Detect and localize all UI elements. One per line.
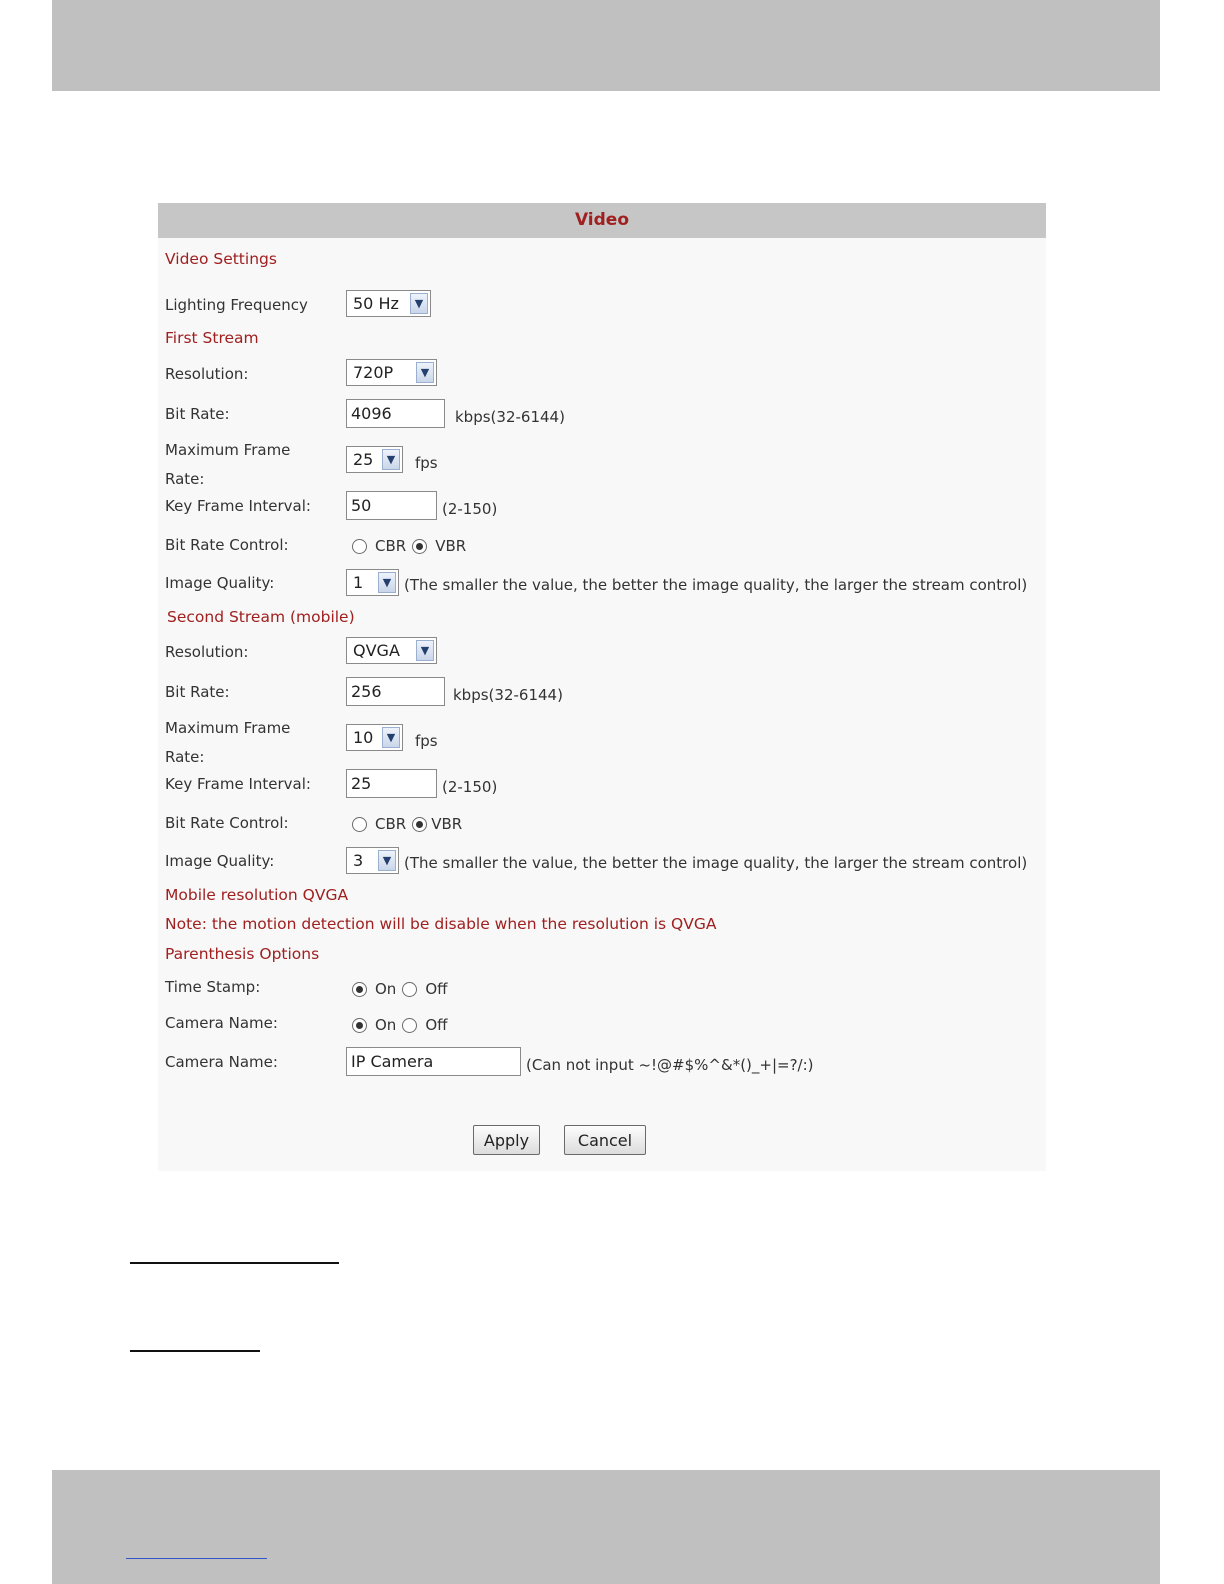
first-bit-rate-hint: kbps(32-6144) [455,407,565,426]
first-fps-unit: fps [415,453,438,472]
first-image-quality-hint: (The smaller the value, the better the image quality, the larger the stream control) [404,575,1028,594]
camera-name-off-radio[interactable] [402,1018,417,1033]
video-settings-heading: Video Settings [165,250,277,268]
second-resolution-select[interactable]: QVGA ▼ [346,637,437,664]
camera-name-on-radio[interactable] [352,1018,367,1033]
first-bit-rate-control-label: Bit Rate Control: [165,536,289,554]
second-image-quality-select[interactable]: 3 ▼ [346,847,399,874]
lighting-frequency-label: Lighting Frequency [165,296,308,314]
first-image-quality-select[interactable]: 1 ▼ [346,569,399,596]
apply-button[interactable]: Apply [473,1125,540,1155]
camera-name-toggle-label: Camera Name: [165,1014,278,1032]
first-cbr-radio[interactable] [352,539,367,554]
second-bit-rate-input[interactable]: 256 [346,677,445,706]
second-bit-rate-label: Bit Rate: [165,683,230,701]
time-stamp-off-radio[interactable] [402,982,417,997]
second-image-quality-label: Image Quality: [165,852,275,870]
first-resolution-label: Resolution: [165,365,249,383]
first-key-frame-hint: (2-150) [442,499,498,518]
first-max-frame-rate-select[interactable]: 25 ▼ [346,446,403,473]
mobile-resolution-note: Mobile resolution QVGA [165,886,349,904]
first-max-frame-rate-label: Maximum Frame Rate: [165,441,291,488]
second-image-quality-hint: (The smaller the value, the better the image quality, the larger the stream control) [404,853,1028,872]
second-fps-unit: fps [415,731,438,750]
footer-link-underline [126,1558,267,1559]
second-cbr-radio[interactable] [352,817,367,832]
second-max-frame-rate-select[interactable]: 10 ▼ [346,724,403,751]
first-vbr-radio[interactable] [412,539,427,554]
video-settings-panel: Video Video Settings Lighting Frequency 50 Hz ▼ First Stream Resolution: 720P ▼ Bit Rate: 4096 kbps(32-6144) Maximum Frame Rate: 25 ▼ fps Key Frame Interval: 50 (2-150) Bit Rate Control: CBR VBR Image Quality: 1 ▼ (The smaller the value, the better the image quality, the larger the stream control) Second Stream (mobile) Resolution: QVGA ▼ Bit Rate: 256 kbps(32-6144) Maximum Frame Rate: 10 ▼ fps Key Frame Interval: 25 (2-150) Bit Rate Control: CBR VBR Image Quality: 3 ▼ (The smaller the value, the better the image quality, the larger the stream control) Mobile resolution QVGA Note: the motion detection will be disable when the resolution is QVGA Parenthesis Options Time Stamp: On Off Camera Name: On Off Camera Name: IP Camera (Can not input ~!@#$%^&*()_+|=?/:) Apply Cancel [158,203,1046,1171]
parenthesis-options-heading: Parenthesis Options [165,945,320,963]
bottom-band [52,1470,1160,1584]
time-stamp-label: Time Stamp: [165,978,261,996]
lighting-frequency-select[interactable]: 50 Hz ▼ [346,290,431,317]
chevron-down-icon: ▼ [378,850,396,871]
second-stream-heading: Second Stream (mobile) [167,608,355,626]
first-bit-rate-label: Bit Rate: [165,405,230,423]
second-resolution-label: Resolution: [165,643,249,661]
panel-title: Video [158,203,1046,238]
chevron-down-icon: ▼ [416,362,434,383]
second-vbr-radio[interactable] [412,817,427,832]
chevron-down-icon: ▼ [410,293,428,314]
underline-rule-1 [130,1262,339,1264]
first-resolution-select[interactable]: 720P ▼ [346,359,437,386]
camera-name-input[interactable]: IP Camera [346,1047,521,1076]
chevron-down-icon: ▼ [416,640,434,661]
second-max-frame-rate-label: Maximum Frame Rate: [165,719,291,766]
second-key-frame-hint: (2-150) [442,777,498,796]
camera-name-label: Camera Name: [165,1053,278,1071]
second-key-frame-input[interactable]: 25 [346,769,437,798]
first-bit-rate-input[interactable]: 4096 [346,399,445,428]
second-bit-rate-control-label: Bit Rate Control: [165,814,289,832]
camera-name-hint: (Can not input ~!@#$%^&*()_+|=?/:) [526,1055,814,1074]
chevron-down-icon: ▼ [382,727,400,748]
time-stamp-on-radio[interactable] [352,982,367,997]
first-key-frame-label: Key Frame Interval: [165,497,311,515]
second-bit-rate-hint: kbps(32-6144) [453,685,563,704]
cancel-button[interactable]: Cancel [564,1125,646,1155]
chevron-down-icon: ▼ [382,449,400,470]
first-key-frame-input[interactable]: 50 [346,491,437,520]
top-band [52,0,1160,91]
first-image-quality-label: Image Quality: [165,574,275,592]
underline-rule-2 [130,1350,260,1352]
motion-detection-note: Note: the motion detection will be disable when the resolution is QVGA [165,915,717,933]
chevron-down-icon: ▼ [378,572,396,593]
first-stream-heading: First Stream [165,329,259,347]
second-key-frame-label: Key Frame Interval: [165,775,311,793]
